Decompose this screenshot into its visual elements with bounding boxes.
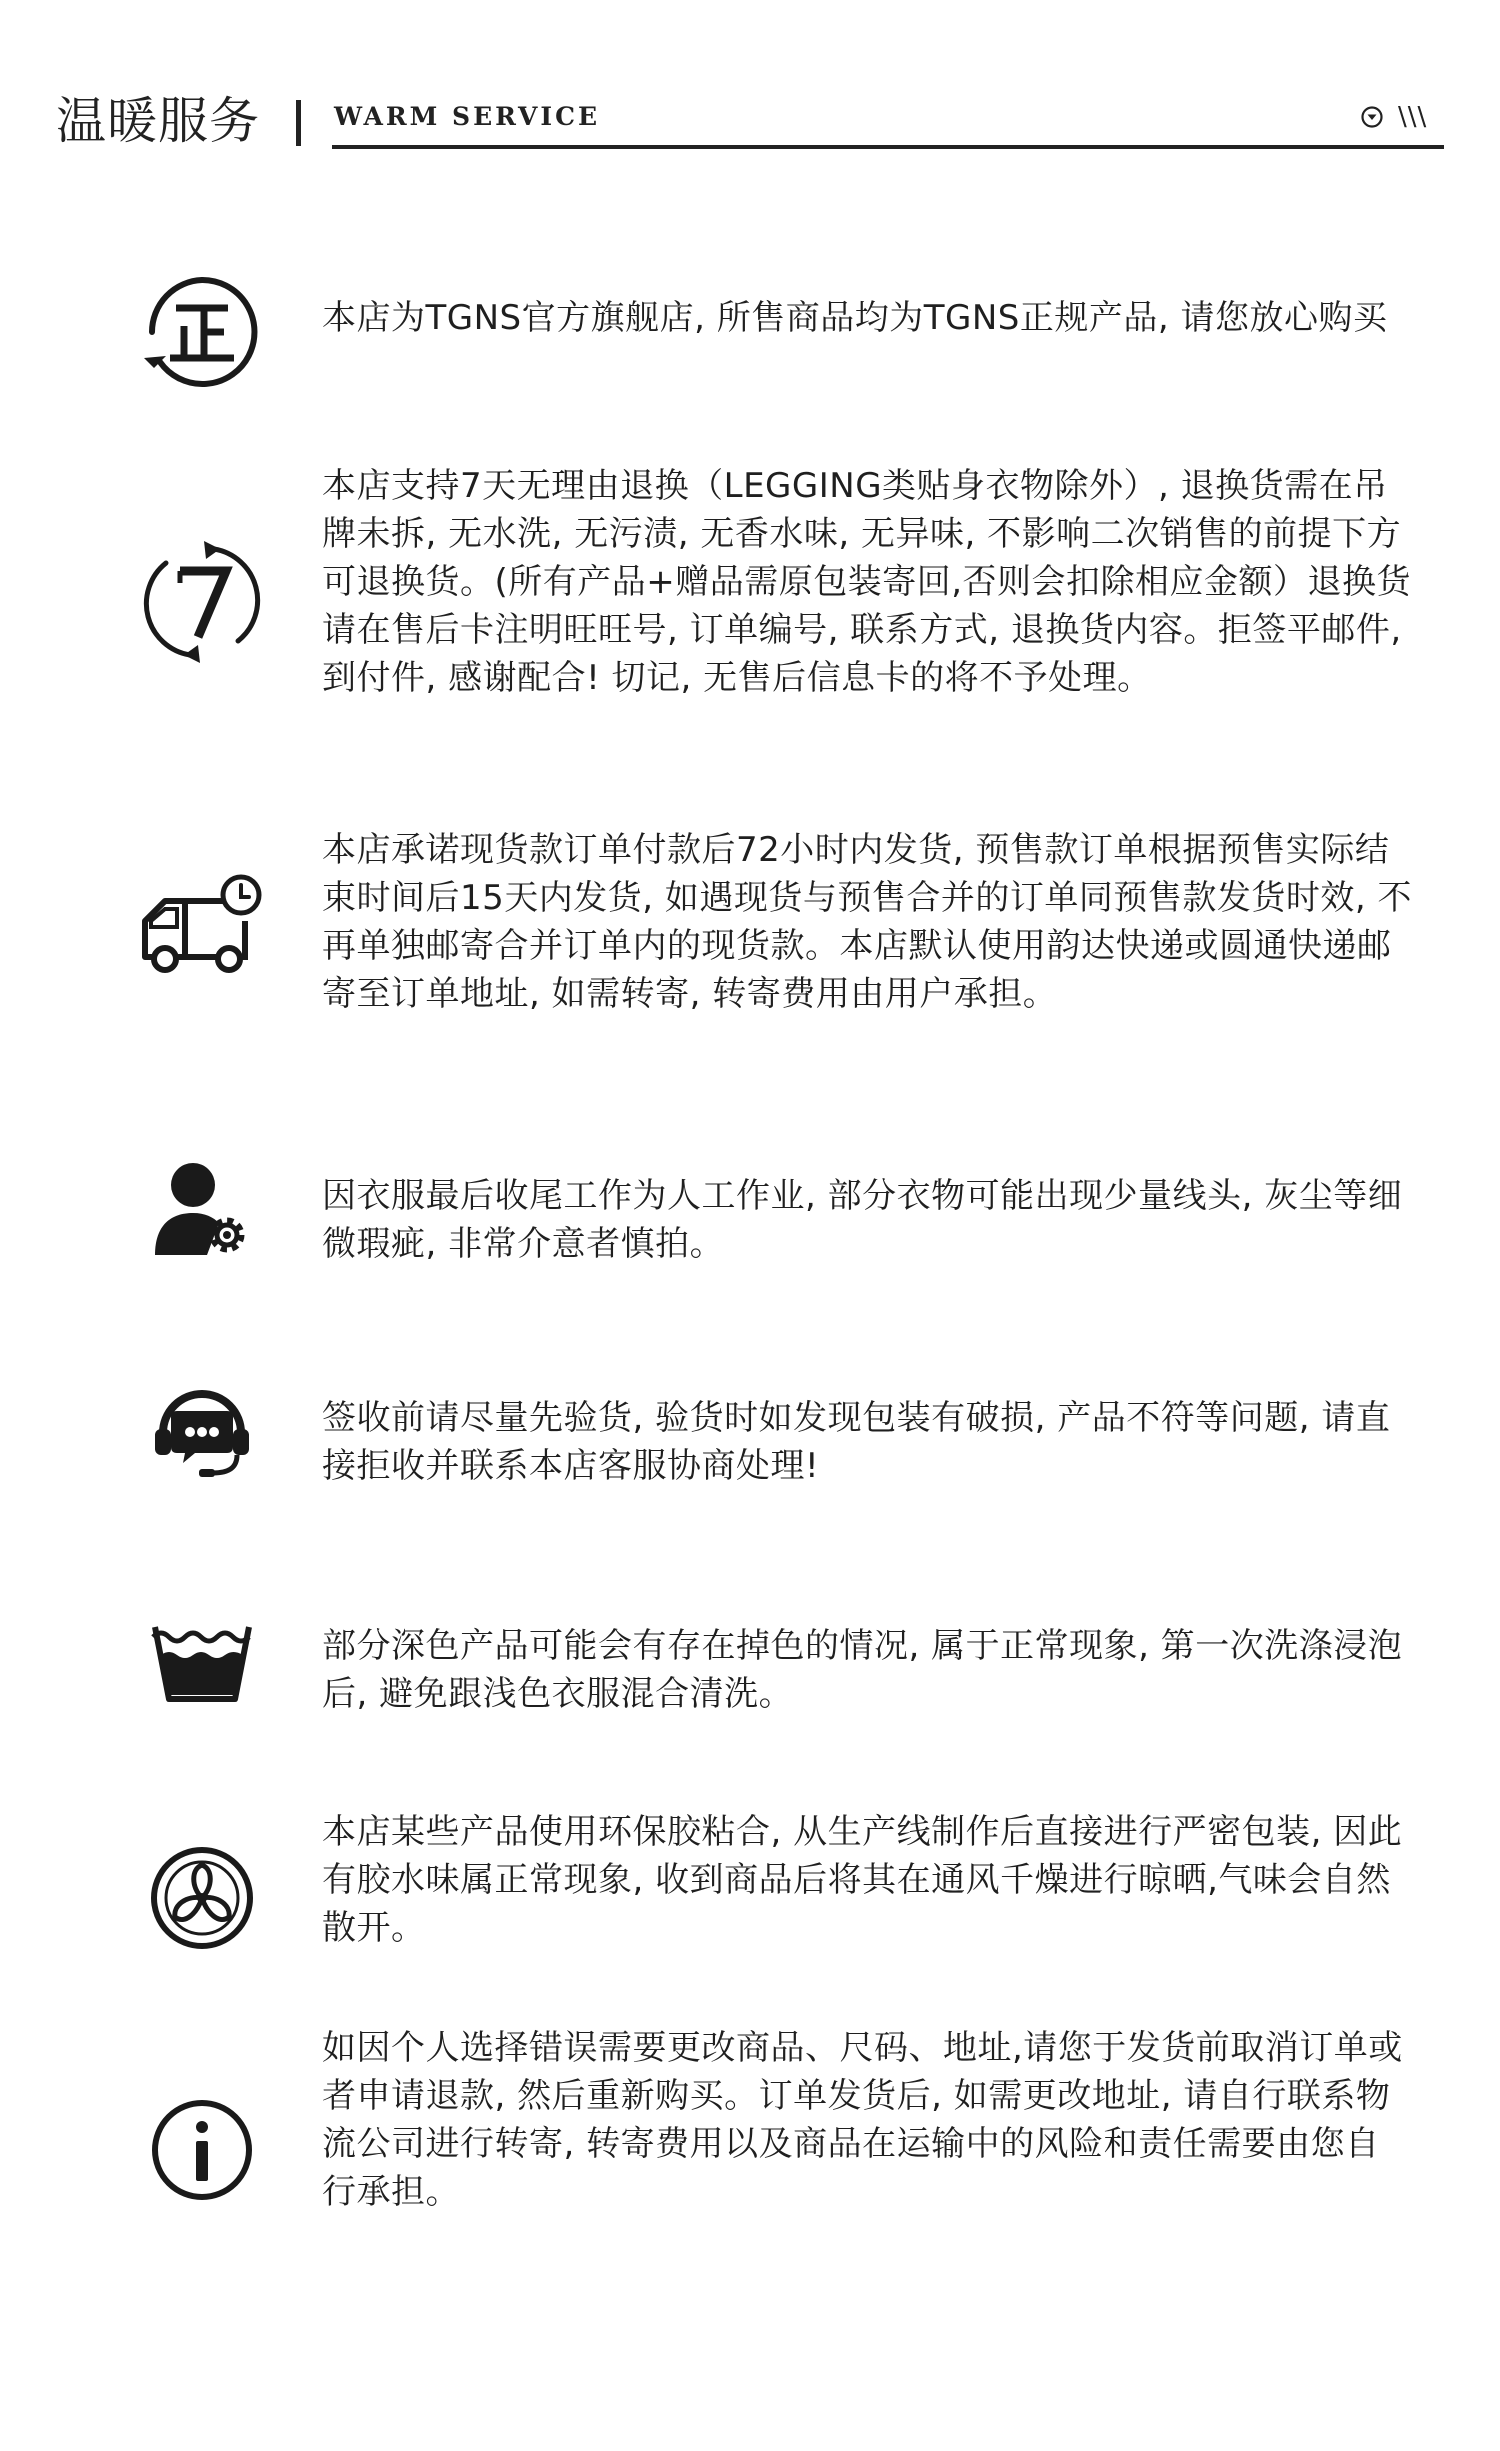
slash-decoration: \\\ bbox=[1398, 102, 1428, 132]
chevron-down-circle-icon bbox=[1360, 105, 1384, 129]
service-text: 本店承诺现货款订单付款后72小时内发货, 预售款订单根据预售实际结束时间后15天内发货, 如遇现货与预售合并的订单同预售款发货时效, 不再单独邮寄合并订单内的现货款。本店默认使用韵达快递或圆通快递邮寄至订单地址, 如需转寄, 转寄费用由用户承担。 bbox=[322, 830, 1412, 1014]
service-text: 如因个人选择错误需要更改商品、尺码、地址,请您于发货前取消订单或者申请退款, 然后重新购买。订单发货后, 如需更改地址, 请自行联系物流公司进行转寄, 转寄费用以及商品在运输中的风险和责任需要由您自行承担。 bbox=[322, 2028, 1403, 2212]
seven-day-return-icon bbox=[132, 532, 272, 672]
service-text: 签收前请尽量先验货, 验货时如发现包装有破损, 产品不符等问题, 请直接拒收并联系本店客服协商处理! bbox=[322, 1398, 1391, 1486]
service-text: 本店为TGNS官方旗舰店, 所售商品均为TGNS正规产品, 请您放心购买 bbox=[322, 298, 1388, 338]
fan-ventilation-icon bbox=[132, 1828, 272, 1968]
worker-gear-icon bbox=[132, 1140, 272, 1280]
genuine-zheng-icon bbox=[132, 262, 272, 402]
title-underline bbox=[332, 145, 1444, 149]
service-text: 本店支持7天无理由退换（LEGGING类贴身衣物除外）, 退换货需在吊牌未拆, 无水洗, 无污渍, 无香水味, 无异味, 不影响二次销售的前提下方可退换货。(所有产品+赠品需原包装寄回,否则会扣除相应金额）退换货请在售后卡注明旺旺号, 订单编号, 联系方式, 退换货内容。拒签平邮件, 到付件, 感谢配合! 切记, 无售后信息卡的将不予处理。 bbox=[322, 466, 1412, 698]
service-text: 本店某些产品使用环保胶粘合, 从生产线制作后直接进行严密包装, 因此有胶水味属正常现象, 收到商品后将其在通风千燥进行晾晒,气味会自然散开。 bbox=[322, 1812, 1403, 1948]
page-header bbox=[0, 0, 1500, 200]
customer-service-headset-icon bbox=[132, 1362, 272, 1502]
title-decoration bbox=[1360, 100, 1427, 134]
info-icon bbox=[132, 2080, 272, 2220]
page-subtitle: WARM SERVICE bbox=[334, 102, 601, 131]
service-text: 因衣服最后收尾工作为人工作业, 部分衣物可能出现少量线头, 灰尘等细微瑕疵, 非常介意者慎拍。 bbox=[322, 1176, 1403, 1264]
page-title: 温暖服务 bbox=[56, 92, 260, 150]
service-text: 部分深色产品可能会有存在掉色的情况, 属于正常现象, 第一次洗涤浸泡后, 避免跟浅色衣服混合清洗。 bbox=[322, 1626, 1403, 1714]
title-divider bbox=[296, 100, 301, 146]
wash-basin-icon bbox=[132, 1590, 272, 1730]
delivery-truck-clock-icon bbox=[132, 856, 272, 996]
